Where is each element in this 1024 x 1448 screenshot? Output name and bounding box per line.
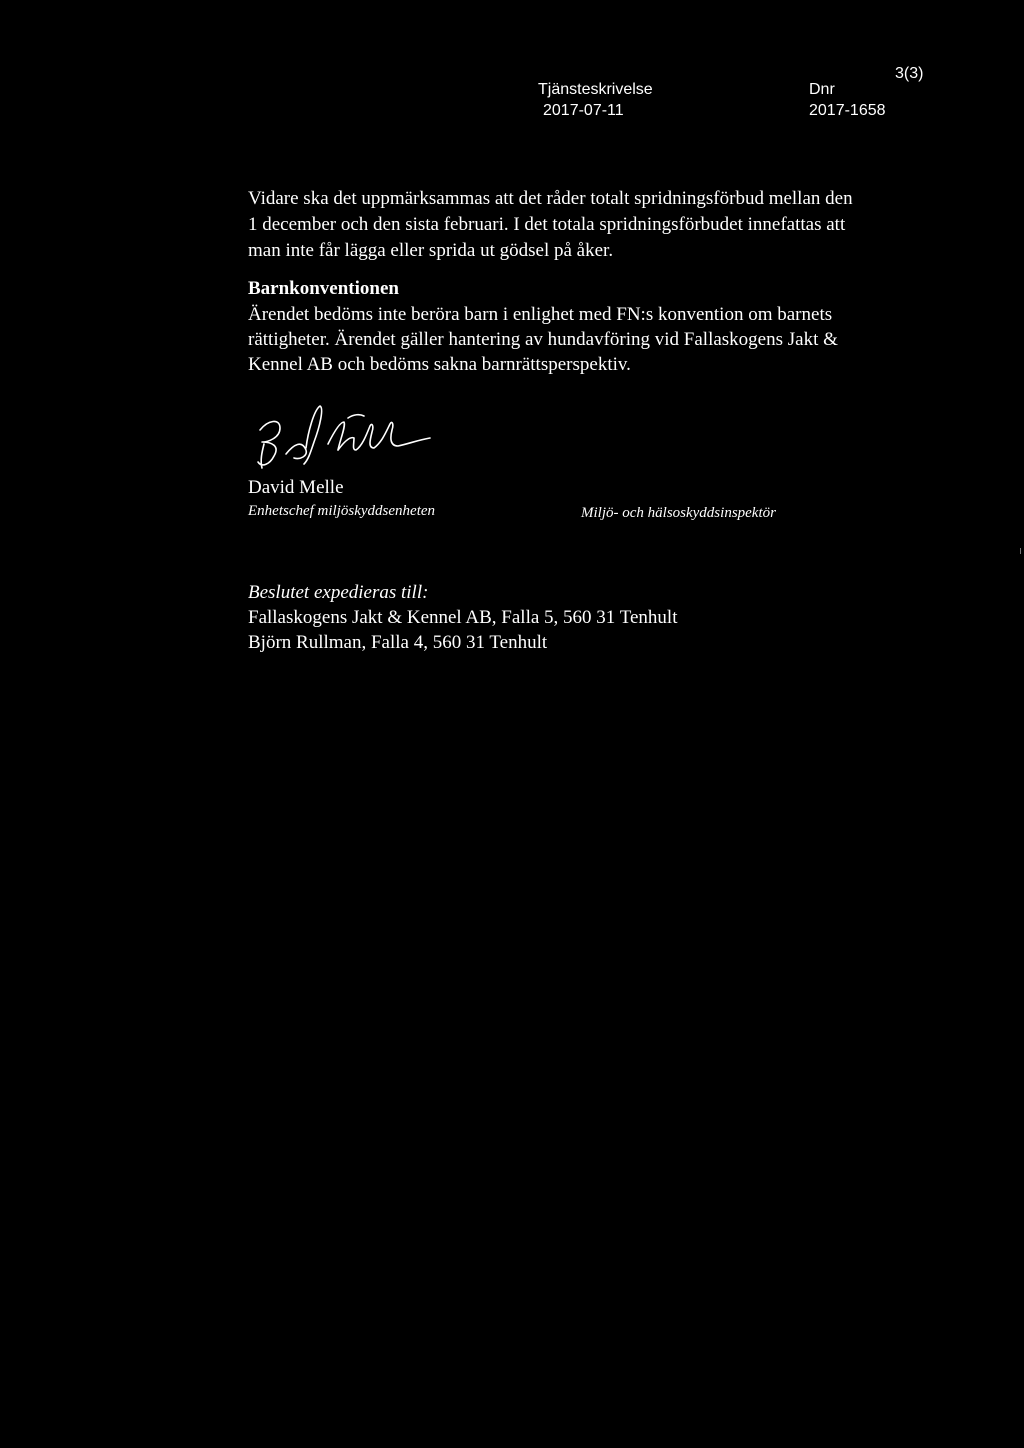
dnr-label: Dnr [809, 81, 835, 98]
section-heading: Barnkonventionen [248, 278, 399, 299]
second-signer-title: Miljö- och hälsoskyddsinspektör [581, 505, 776, 521]
paragraph-line: Vidare ska det uppmärksammas att det råder totalt spridningsförbud mellan den [248, 188, 853, 209]
page-number: 3(3) [895, 65, 924, 82]
handwritten-signature [250, 396, 450, 486]
recipient-line: Björn Rullman, Falla 4, 560 31 Tenhult [248, 632, 548, 653]
paragraph-line: 1 december och den sista februari. I det totala spridningsförbudet innefattas att [248, 214, 846, 235]
paragraph-line: Ärendet bedöms inte beröra barn i enlighet med FN:s konvention om barnets [248, 304, 833, 325]
document-date: 2017-07-11 [543, 102, 624, 119]
dnr-value: 2017-1658 [809, 102, 886, 119]
recipient-line: Fallaskogens Jakt & Kennel AB, Falla 5, 560 31 Tenhult [248, 607, 678, 628]
paragraph-line: rättigheter. Ärendet gäller hantering av hundavföring vid Fallaskogens Jakt & [248, 329, 838, 350]
paragraph-line: Kennel AB och bedöms sakna barnrättsperspektiv. [248, 354, 631, 375]
document-type-label: Tjänsteskrivelse [538, 81, 653, 98]
signer-title: Enhetschef miljöskyddsenheten [248, 503, 436, 519]
paragraph-line: man inte får lägga eller sprida ut gödsel på åker. [248, 240, 614, 261]
distribution-heading: Beslutet expedieras till: [248, 582, 429, 603]
scan-mark [1020, 548, 1021, 554]
signer-name: David Melle [248, 477, 344, 498]
